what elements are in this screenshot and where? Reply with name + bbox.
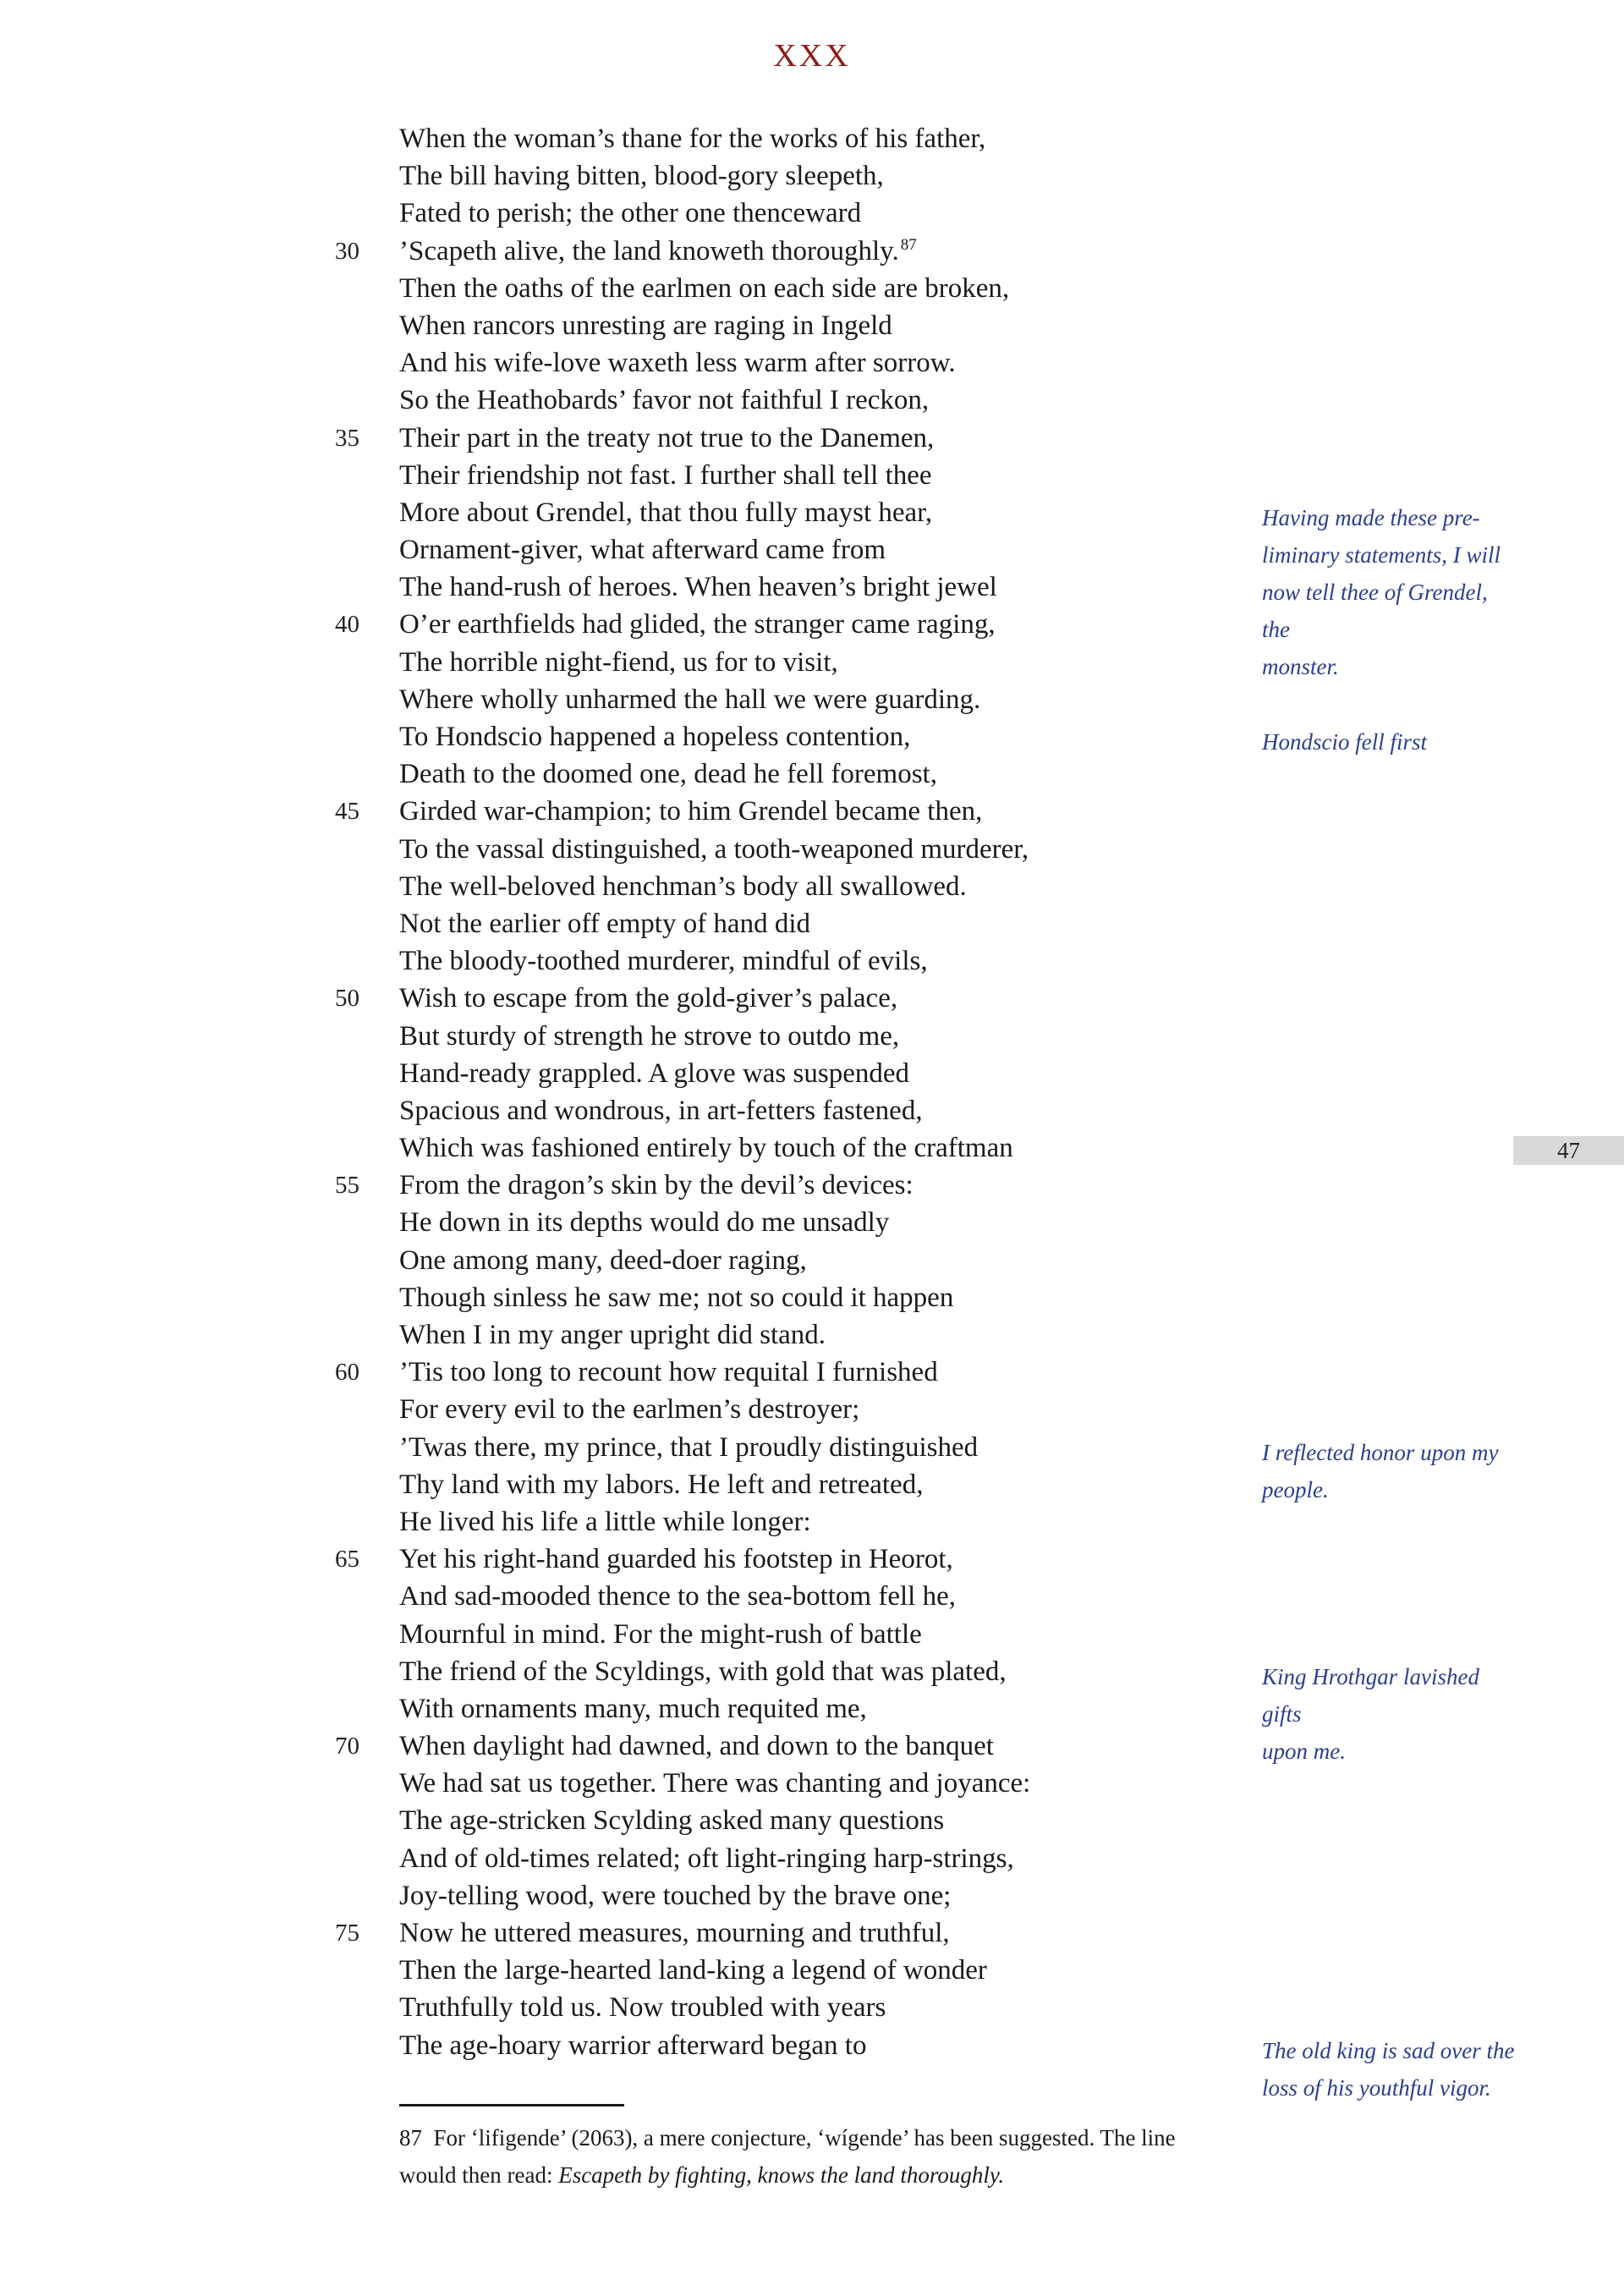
- line-number: 55: [335, 1172, 359, 1200]
- line-text: The bill having bitten, blood-gory sleepeth,: [399, 161, 884, 192]
- line-number: 60: [335, 1359, 359, 1387]
- line-text: Thy land with my labors. He left and retreated,: [399, 1469, 924, 1500]
- line-text: He down in its depths would do me unsadly: [399, 1207, 890, 1239]
- poem-line: [399, 1989, 1228, 2026]
- line-text: The well-beloved henchman’s body all swallowed.: [399, 871, 967, 902]
- poem-line: [399, 755, 1228, 793]
- line-text: O’er earthfields had glided, the stranger came raging,: [399, 609, 996, 640]
- line-text: Their part in the treaty not true to the Danemen,: [399, 422, 935, 453]
- poem-line: [399, 1765, 1228, 1802]
- line-text: Spacious and wondrous, in art-fetters fastened,: [399, 1095, 923, 1126]
- line-text: Though sinless he saw me; not so could it happen: [399, 1282, 954, 1313]
- poem-line: [399, 344, 1228, 382]
- line-text: When I in my anger upright did stand.: [399, 1320, 826, 1350]
- sidenote-line: Hondscio fell first: [1262, 729, 1427, 755]
- line-number: 30: [335, 237, 359, 265]
- poem-line: [399, 1204, 1228, 1241]
- line-text: So the Heathobards’ favor not faithful I reckon,: [399, 385, 930, 416]
- poem-line: [399, 1690, 1228, 1727]
- poem-line: [335, 420, 1228, 457]
- sidenote: [1262, 2032, 1516, 2106]
- poem-line: [399, 1877, 1228, 1914]
- poem-line: [399, 1129, 1228, 1167]
- poem-line: [335, 793, 1228, 830]
- poem-line: [399, 1840, 1228, 1877]
- line-text: More about Grendel, that thou fully mayst hear,: [399, 497, 933, 528]
- poem-line: [399, 1653, 1228, 1690]
- poem-line: [399, 1391, 1228, 1428]
- line-text: Their friendship not fast. I further shall tell thee: [399, 459, 932, 491]
- poem-line: [399, 1018, 1228, 1055]
- poem-line: [335, 980, 1228, 1017]
- line-text: From the dragon’s skin by the devil’s devices:: [399, 1170, 914, 1201]
- footnote-reference: 87: [900, 235, 917, 254]
- poem-line: [399, 1616, 1228, 1653]
- line-text: Hand-ready grappled. A glove was suspended: [399, 1057, 910, 1089]
- poem-line: [399, 120, 1228, 157]
- line-text: When daylight had dawned, and down to the banquet: [399, 1731, 994, 1762]
- poem-line: [399, 307, 1228, 344]
- line-text: ’Scapeth alive, the land knoweth thoroughly.: [399, 235, 899, 266]
- poem-line: [399, 1092, 1228, 1129]
- poem-line: [399, 905, 1228, 942]
- line-text: Joy-telling wood, were touched by the brave one;: [399, 1880, 952, 1911]
- poem-line: [399, 531, 1228, 569]
- line-number: 65: [335, 1546, 359, 1574]
- line-text: Fated to perish; the other one thenceward: [399, 198, 862, 229]
- footnote-rule: [399, 2104, 624, 2106]
- poem-body: [335, 120, 1228, 2064]
- line-text: The friend of the Scyldings, with gold that was plated,: [399, 1656, 1007, 1687]
- line-number: 40: [335, 611, 359, 639]
- line-text: The horrible night-fiend, us for to visit,: [399, 646, 838, 678]
- poem-line: [399, 644, 1228, 681]
- poem-line: [399, 831, 1228, 868]
- line-text: Wish to escape from the gold-giver’s palace,: [399, 983, 898, 1014]
- poem-line: [399, 382, 1228, 419]
- sidenote: [1262, 1434, 1516, 1508]
- sidenote-line: monster.: [1262, 654, 1339, 679]
- sidenote: [1262, 723, 1516, 761]
- line-number: 35: [335, 424, 359, 452]
- poem-line: [335, 1167, 1228, 1204]
- poem-line: [335, 1727, 1228, 1765]
- line-text: And sad-mooded thence to the sea-bottom fell he,: [399, 1581, 956, 1612]
- poem-line: [335, 1541, 1228, 1578]
- sidenote-line: The old king is sad over the: [1262, 2038, 1515, 2064]
- line-text: With ornaments many, much requited me,: [399, 1693, 867, 1724]
- line-text: And of old-times related; oft light-ringing harp-strings,: [399, 1843, 1014, 1874]
- poem-line: [399, 681, 1228, 718]
- line-text: The hand-rush of heroes. When heaven’s bright jewel: [399, 572, 997, 603]
- sidenote: [1262, 499, 1516, 685]
- poem-line: [399, 718, 1228, 755]
- footnote-text: For ‘lifigende’ (2063), a mere conjecture, ‘wígende’ has been suggested. The line would then read:: [399, 2125, 1176, 2188]
- poem-line: [399, 1279, 1228, 1316]
- line-text: Now he uttered measures, mourning and truthful,: [399, 1918, 950, 1948]
- line-text: Truthfully told us. Now troubled with years: [399, 1992, 886, 2024]
- poem-line: [399, 868, 1228, 905]
- line-text: Then the large-hearted land-king a legend of wonder: [399, 1955, 987, 1986]
- poem-line: [399, 569, 1228, 606]
- line-text: But sturdy of strength he strove to outdo me,: [399, 1020, 900, 1052]
- poem-line: [399, 1316, 1228, 1354]
- line-number: 70: [335, 1733, 359, 1760]
- sidenote: [1262, 1658, 1516, 1770]
- line-text: Death to the doomed one, dead he fell foremost,: [399, 759, 937, 790]
- poem-line: [399, 1242, 1228, 1279]
- line-number: 45: [335, 798, 359, 826]
- line-text: Mournful in mind. For the might-rush of battle: [399, 1618, 922, 1650]
- line-text: One among many, deed-doer raging,: [399, 1244, 807, 1276]
- poem-line: [399, 1578, 1228, 1615]
- poem-line: [335, 606, 1228, 643]
- line-text: When rancors unresting are raging in Ingeld: [399, 310, 892, 341]
- footnote: [399, 2119, 1228, 2194]
- poem-line: [399, 1802, 1228, 1839]
- poem-line: [399, 1466, 1228, 1503]
- poem-line: [399, 942, 1228, 980]
- sidenote-line: upon me.: [1262, 1738, 1346, 1765]
- line-text: Girded war-champion; to him Grendel became then,: [399, 796, 983, 827]
- poem-line: [399, 1429, 1228, 1466]
- line-text: He lived his life a little while longer:: [399, 1506, 811, 1537]
- line-text: Ornament-giver, what afterward came from: [399, 535, 886, 566]
- line-number: 75: [335, 1920, 359, 1947]
- page-number: 47: [1513, 1136, 1624, 1165]
- poem-line: [399, 457, 1228, 494]
- poem-line: [399, 1055, 1228, 1092]
- poem-line: [335, 1914, 1228, 1952]
- line-text: The age-hoary warrior afterward began to: [399, 2030, 867, 2061]
- poem-line: [399, 1952, 1228, 1989]
- sidenote-line: King Hrothgar lavished gifts: [1262, 1664, 1480, 1727]
- sidenote-line: loss of his youthful vigor.: [1262, 2075, 1491, 2101]
- line-text: The bloody-toothed murderer, mindful of evils,: [399, 946, 928, 977]
- footnote-number: 87: [399, 2125, 422, 2150]
- footnote-italic-text: Escapeth by fighting, knows the land thoroughly.: [558, 2162, 1005, 2188]
- sidenote-line: Having made these pre-: [1262, 505, 1480, 530]
- sidenote-line: I reflected honor upon my: [1262, 1440, 1499, 1465]
- line-text: ’Twas there, my prince, that I proudly distinguished: [399, 1431, 979, 1463]
- poem-line: [335, 233, 1228, 270]
- sidenote-line: people.: [1262, 1477, 1329, 1502]
- line-text: For every evil to the earlmen’s destroyer;: [399, 1394, 860, 1425]
- poem-line: [399, 157, 1228, 195]
- line-text: When the woman’s thane for the works of his father,: [399, 124, 986, 154]
- line-text: Not the earlier off empty of hand did: [399, 908, 810, 939]
- poem-line: [399, 494, 1228, 531]
- poem-line: [399, 195, 1228, 232]
- line-number: 50: [335, 985, 359, 1013]
- line-text: And his wife-love waxeth less warm after sorrow.: [399, 348, 956, 379]
- sidenote-line: now tell thee of Grendel, the: [1262, 579, 1488, 642]
- chapter-heading: XXX: [773, 38, 851, 74]
- sidenote-line: liminary statements, I will: [1262, 542, 1501, 568]
- line-text: To Hondscio happened a hopeless contention,: [399, 722, 911, 752]
- poem-line: [399, 270, 1228, 307]
- line-text: Which was fashioned entirely by touch of the craftman: [399, 1133, 1013, 1164]
- line-text: ’Tis too long to recount how requital I furnished: [399, 1357, 938, 1388]
- line-text: Yet his right-hand guarded his footstep in Heorot,: [399, 1544, 953, 1575]
- poem-line: [399, 1503, 1228, 1541]
- line-text: Then the oaths of the earlmen on each side are broken,: [399, 272, 1010, 304]
- line-text: To the vassal distinguished, a tooth-weaponed murderer,: [399, 833, 1029, 865]
- poem-line: [335, 1354, 1228, 1391]
- line-text: Where wholly unharmed the hall we were guarding.: [399, 684, 981, 715]
- line-text: The age-stricken Scylding asked many questions: [399, 1805, 945, 1837]
- poem-line: [399, 2027, 1228, 2064]
- line-text: We had sat us together. There was chanting and joyance:: [399, 1768, 1031, 1799]
